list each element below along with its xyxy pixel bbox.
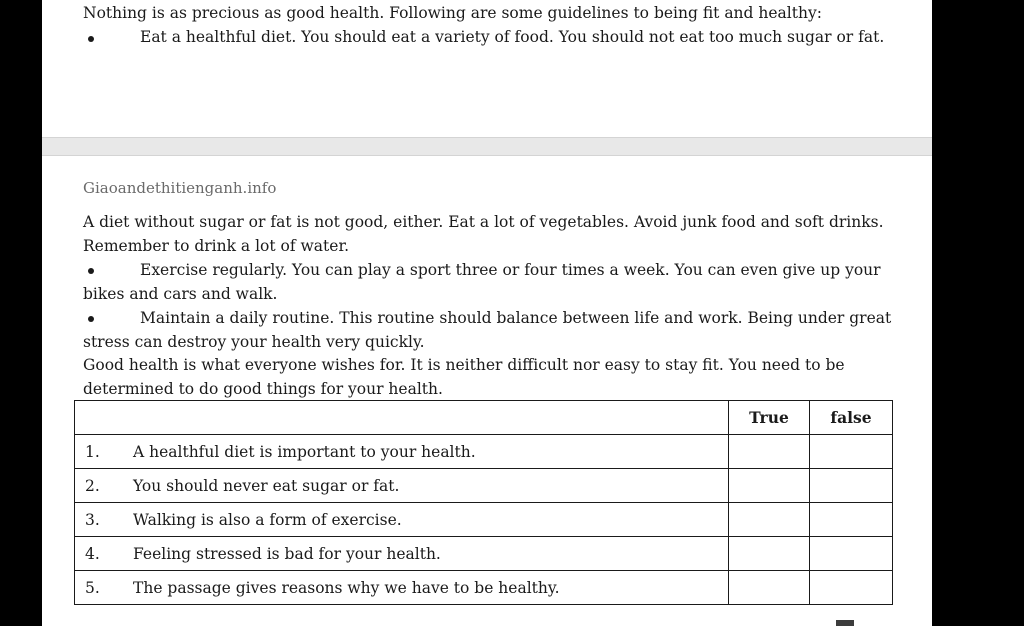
table-header-row xyxy=(75,401,893,435)
answer-true-cell xyxy=(729,571,810,605)
row-statement: Feeling stressed is bad for your health. xyxy=(133,544,441,563)
watermark-text: Giaoandethitienganh.info xyxy=(83,179,277,197)
true-false-table xyxy=(74,400,893,605)
bullet-icon xyxy=(88,268,94,274)
row-number: 3. xyxy=(85,510,100,529)
table-row xyxy=(75,469,893,503)
bullet-routine-line2: stress can destroy your health very quickly. xyxy=(83,333,425,351)
table-row xyxy=(75,503,893,537)
row-statement: You should never eat sugar or fat. xyxy=(133,476,400,495)
row-number: 4. xyxy=(85,544,100,563)
header-false: false xyxy=(810,401,893,435)
diet-text-line2: Remember to drink a lot of water. xyxy=(83,237,350,255)
bullet-icon xyxy=(88,316,94,322)
status-bar-fragment xyxy=(836,620,854,626)
row-number: 5. xyxy=(85,578,100,597)
row-number: 1. xyxy=(85,442,100,461)
row-statement: Walking is also a form of exercise. xyxy=(133,510,402,529)
intro-text: Nothing is as precious as good health. Following are some guidelines to being fit and healthy: xyxy=(83,4,822,22)
diet-text-line1: A diet without sugar or fat is not good, either. Eat a lot of vegetables. Avoid junk food and soft drinks. xyxy=(83,213,884,231)
answer-true-cell xyxy=(729,469,810,503)
row-number: 2. xyxy=(85,476,100,495)
answer-true-cell xyxy=(729,537,810,571)
table-row xyxy=(75,435,893,469)
bullet-icon xyxy=(88,36,94,42)
page-break-band xyxy=(42,137,932,156)
header-statement-cell xyxy=(75,401,729,435)
bullet-exercise-line2: bikes and cars and walk. xyxy=(83,285,278,303)
header-true: True xyxy=(729,401,810,435)
conclusion-line2: determined to do good things for your health. xyxy=(83,380,443,398)
row-statement: A healthful diet is important to your health. xyxy=(133,442,476,461)
answer-false-cell xyxy=(810,571,893,605)
row-statement: The passage gives reasons why we have to be healthy. xyxy=(133,578,560,597)
bullet-routine-line1: Maintain a daily routine. This routine should balance between life and work. Being under great xyxy=(140,309,892,327)
bullet-exercise-line1: Exercise regularly. You can play a sport three or four times a week. You can even give up your xyxy=(140,261,881,279)
answer-true-cell xyxy=(729,435,810,469)
bullet-diet-text: Eat a healthful diet. You should eat a variety of food. You should not eat too much sugar or fat. xyxy=(140,28,885,46)
answer-true-cell xyxy=(729,503,810,537)
answer-false-cell xyxy=(810,469,893,503)
conclusion-line1: Good health is what everyone wishes for. It is neither difficult nor easy to stay fit. You need to be xyxy=(83,356,845,374)
answer-false-cell xyxy=(810,503,893,537)
table-row xyxy=(75,537,893,571)
answer-false-cell xyxy=(810,537,893,571)
table-row xyxy=(75,571,893,605)
answer-false-cell xyxy=(810,435,893,469)
